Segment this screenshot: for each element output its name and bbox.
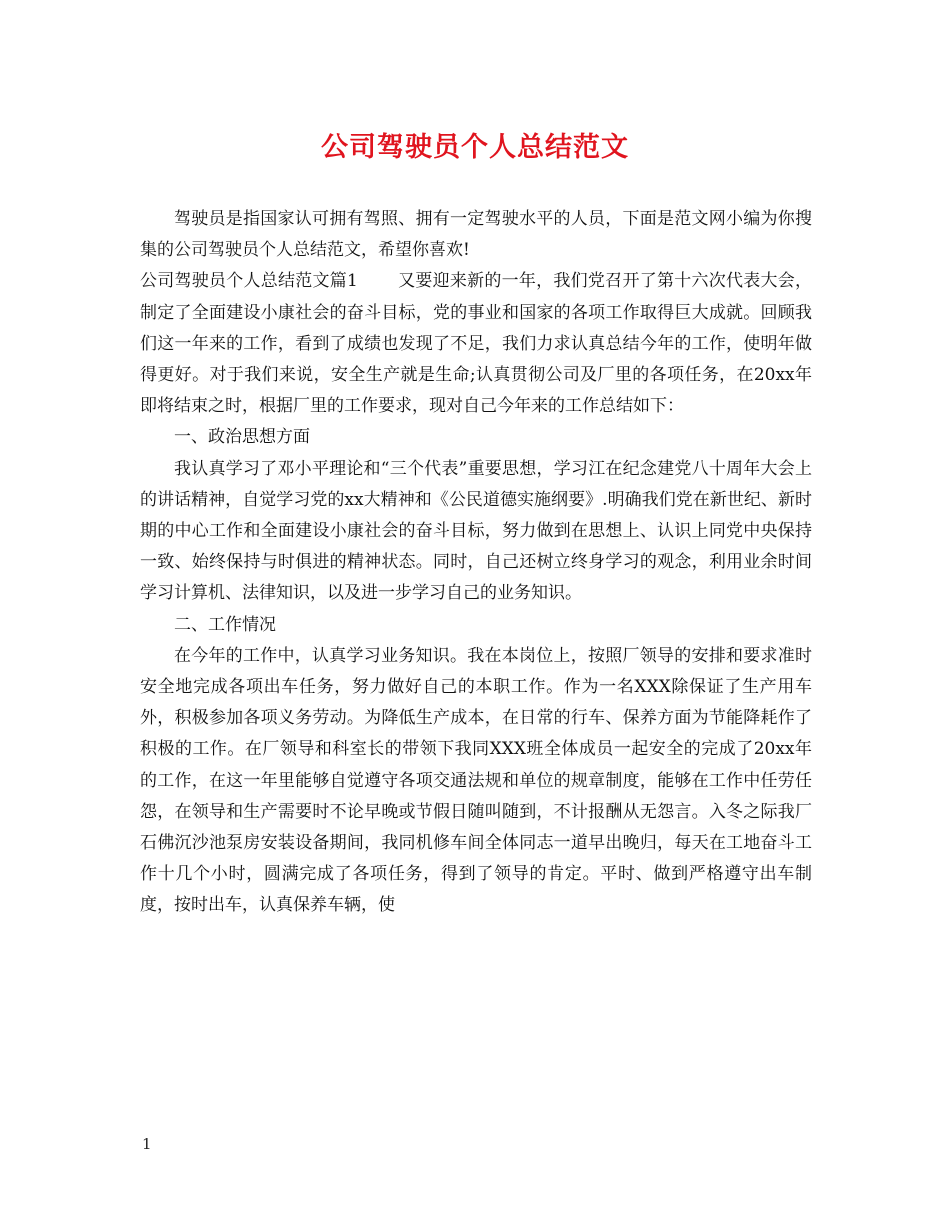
article-opening: 又要迎来新的一年，我们党召开了第十六次代表大会，制定了全面建设小康社会的奋斗目标，党的事业和国家的各项工作取得巨大成就。回顾我们这一年来的工作，看到了成绩也发现了不足，我们力求认真总结今年的工作，使明年做得更好。对于我们来说，安全生产就是生命;认真贯彻公司及厂里的各项任务，在20xx年即将结束之时，根据厂里的工作要求，现对自己今年来的工作总结如下：: [140, 271, 812, 417]
article-paragraph: [140, 266, 812, 422]
page-number: 1: [142, 1135, 152, 1153]
section-heading-work: 二、工作情况: [174, 614, 276, 635]
section-body-politics: 我认真学习了邓小平理论和“三个代表”重要思想，学习江在纪念建党八十周年大会上的讲话精神，自觉学习党的xx大精神和《公民道德实施纲要》.明确我们党在新世纪、新时期的中心工作和全面建设小康社会的奋斗目标，努力做到在思想上、认识上同党中央保持一致、始终保持与时俱进的精神状态。同时，自己还树立终身学习的观念，利用业余时间学习计算机、法律知识，以及进一步学习自己的业务知识。: [140, 458, 812, 604]
section-heading-politics: 一、政治思想方面: [174, 427, 310, 448]
document-title: 公司驾驶员个人总结范文: [321, 132, 629, 163]
article-heading: 公司驾驶员个人总结范文篇1: [140, 271, 358, 292]
document-body: [140, 204, 812, 922]
intro-paragraph: 驾驶员是指国家认可拥有驾照、拥有一定驾驶水平的人员，下面是范文网小编为你搜集的公司驾驶员个人总结范文，希望你喜欢!: [140, 209, 812, 261]
section-body-work: 在今年的工作中，认真学习业务知识。我在本岗位上，按照厂领导的安排和要求准时安全地完成各项出车任务，努力做好自己的本职工作。作为一名XXX除保证了生产用车外，积极参加各项义务劳动。为降低生产成本，在日常的行车、保养方面为节能降耗作了积极的工作。在厂领导和科室长的带领下我同XXX班全体成员一起安全的完成了20xx年的工作，在这一年里能够自觉遵守各项交通法规和单位的规章制度，能够在工作中任劳任怨，在领导和生产需要时不论早晚或节假日随叫随到，不计报酬从无怨言。入冬之际我厂石佛沉沙池泵房安装设备期间，我同机修车间全体同志一道早出晚归，每天在工地奋斗工作十几个小时，圆满完成了各项任务，得到了领导的肯定。平时、做到严格遵守出车制度，按时出车，认真保养车辆，使: [140, 645, 812, 916]
